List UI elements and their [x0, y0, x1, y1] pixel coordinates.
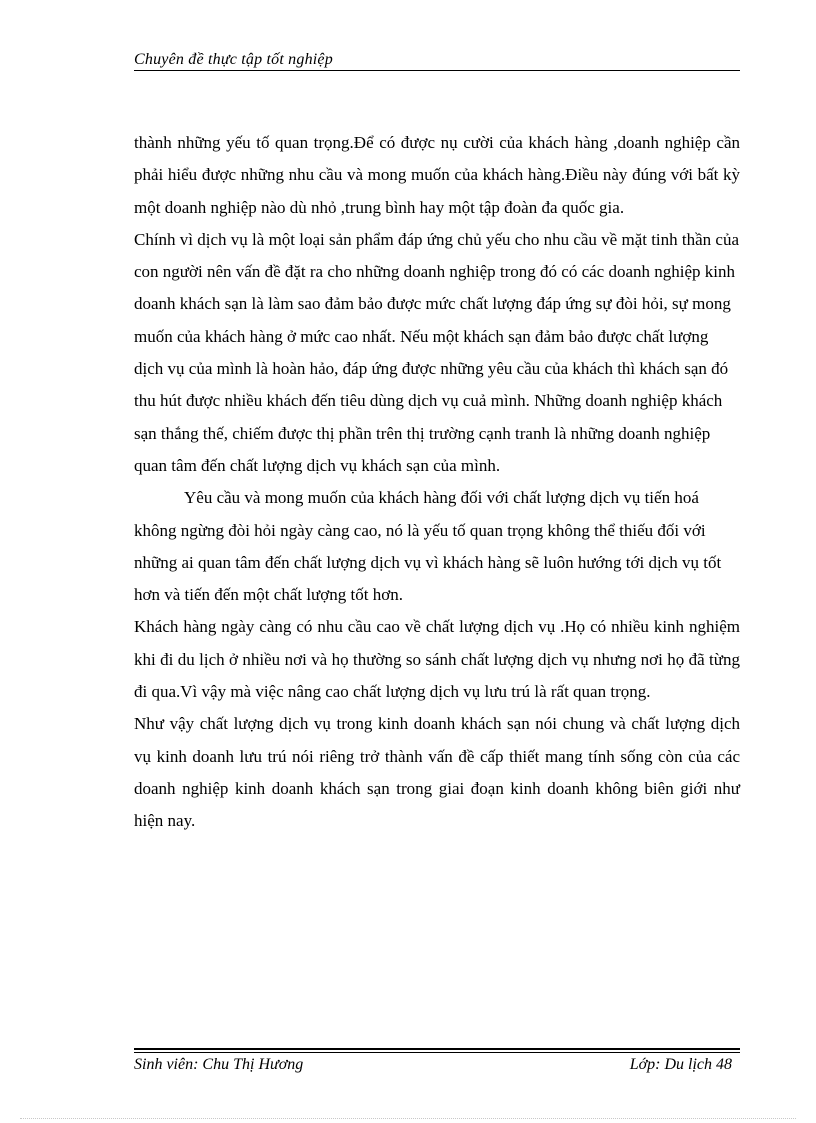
- paragraph-2: Chính vì dịch vụ là một loại sản phẩm đáp ứng chủ yếu cho nhu cầu về mặt tinh thần của con người nên vấn đề đặt ra cho những doanh nghiệp trong đó có các doanh nghiệp kinh doanh khách sạn là làm sao đảm bảo được mức chất lượng đáp ứng sự đòi hỏi, sự mong muốn của khách hàng ở mức cao nhất. Nếu một khách sạn đảm bảo được chất lượng dịch vụ của mình là hoàn hảo, đáp ứng được những yêu cầu của khách thì khách sạn đó thu hút được nhiều khách đến tiêu dùng dịch vụ cuả mình. Những doanh nghiệp khách sạn thắng thế, chiếm được thị phần trên thị trường cạnh tranh là những doanh nghiệp quan tâm đến chất lượng dịch vụ khách sạn của mình.: [134, 229, 740, 475]
- header-title: Chuyên đề thực tập tốt nghiệp: [134, 51, 333, 68]
- header-rule: [134, 70, 740, 71]
- footer-student: Sinh viên: Chu Thị Hương: [134, 1056, 304, 1073]
- paragraph-4: Khách hàng ngày càng có nhu cầu cao về chất lượng dịch vụ .Họ có nhiều kinh nghiệm khi đi du lịch ở nhiều nơi và họ thường so sánh chất lượng dịch vụ nhưng nơi họ đã từng đi qua.Vì vậy mà việc nâng cao chất lượng dịch vụ lưu trú là rất quan trọng.: [134, 617, 740, 702]
- page-footer: [134, 1048, 740, 1076]
- paragraph-3: Yêu cầu và mong muốn của khách hàng đối với chất lượng dịch vụ tiến hoá không ngừng đòi hỏi ngày càng cao, nó là yếu tố quan trọng không thể thiếu đối với những ai quan tâm đến chất lượng dịch vụ vì khách hàng sẽ luôn hướng tới dịch vụ tốt hơn và tiến đến một chất lượng tốt hơn.: [134, 488, 722, 605]
- paragraph-1: thành những yếu tố quan trọng.Để có được nụ cười của khách hàng ,doanh nghiệp cần phải hiểu được những nhu cầu và mong muốn của khách hàng.Điều này đúng với bất kỳ một doanh nghiệp nào dù nhỏ ,trung bình hay một tập đoàn đa quốc gia.: [134, 133, 740, 217]
- page-bottom-border: [20, 1118, 796, 1119]
- page-header: [134, 50, 740, 74]
- paragraph-5: Như vậy chất lượng dịch vụ trong kinh doanh khách sạn nói chung và chất lượng dịch vụ kinh doanh lưu trú nói riêng trở thành vấn đề cấp thiết mang tính sống còn của các doanh nghiệp kinh doanh khách sạn trong giai đoạn kinh doanh không biên giới như hiện nay.: [134, 714, 740, 831]
- footer-rule-thin: [134, 1052, 740, 1053]
- footer-class: Lớp: Du lịch 48: [629, 1056, 732, 1073]
- document-body: [134, 127, 740, 838]
- footer-rule-thick: [134, 1048, 740, 1050]
